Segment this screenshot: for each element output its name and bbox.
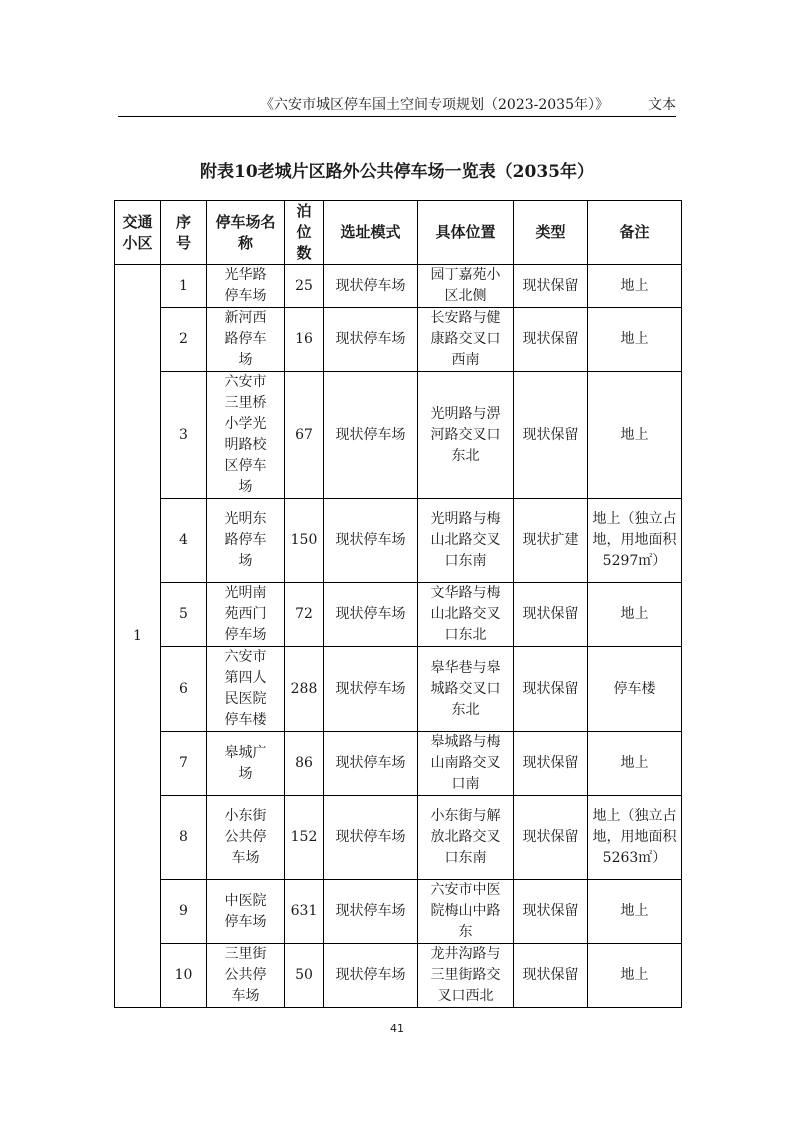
running-header (118, 92, 676, 117)
parking-type: 现状保留 (514, 796, 588, 880)
parking-spaces: 86 (285, 732, 324, 796)
note: 地上 (588, 732, 682, 796)
site-mode: 现状停车场 (324, 308, 418, 372)
table-row (115, 796, 682, 880)
location: 龙井沟路与三里街路交叉口西北 (418, 944, 514, 1008)
note: 地上 (588, 583, 682, 647)
table-row (115, 583, 682, 647)
location: 六安市中医院梅山中路东 (418, 880, 514, 944)
site-mode: 现状停车场 (324, 499, 418, 583)
location: 文华路与梅山北路交叉口东北 (418, 583, 514, 647)
table-row (115, 308, 682, 372)
note: 地上 (588, 308, 682, 372)
table-row (115, 499, 682, 583)
parking-name: 三里街公共停车场 (207, 944, 285, 1008)
row-number: 4 (161, 499, 207, 583)
note: 地上（独立占地，用地面积5297㎡） (588, 499, 682, 583)
row-number: 6 (161, 647, 207, 732)
table-title: 附表10老城片区路外公共停车场一览表（2035年） (200, 162, 594, 182)
parking-spaces: 50 (285, 944, 324, 1008)
parking-type: 现状保留 (514, 308, 588, 372)
note: 地上 (588, 372, 682, 499)
column-header: 停车场名称 (207, 201, 285, 265)
parking-type: 现状保留 (514, 732, 588, 796)
document-type: 文本 (648, 97, 676, 113)
parking-type: 现状扩建 (514, 499, 588, 583)
parking-spaces: 16 (285, 308, 324, 372)
location: 光明路与梅山北路交叉口东南 (418, 499, 514, 583)
column-header: 选址模式 (324, 201, 418, 265)
note: 地上 (588, 880, 682, 944)
row-number: 9 (161, 880, 207, 944)
parking-spaces: 67 (285, 372, 324, 499)
table-row (115, 265, 682, 308)
parking-name: 小东街公共停车场 (207, 796, 285, 880)
note: 停车楼 (588, 647, 682, 732)
site-mode: 现状停车场 (324, 372, 418, 499)
location: 长安路与健康路交叉口西南 (418, 308, 514, 372)
parking-spaces: 152 (285, 796, 324, 880)
note: 地上 (588, 944, 682, 1008)
site-mode: 现状停车场 (324, 583, 418, 647)
row-number: 1 (161, 265, 207, 308)
table-row (115, 944, 682, 1008)
parking-name: 六安市第四人民医院停车楼 (207, 647, 285, 732)
parking-spaces: 288 (285, 647, 324, 732)
row-number: 7 (161, 732, 207, 796)
site-mode: 现状停车场 (324, 647, 418, 732)
site-mode: 现状停车场 (324, 944, 418, 1008)
table-row (115, 647, 682, 732)
parking-lot-table (114, 200, 682, 1008)
location: 光明路与淠河路交叉口东北 (418, 372, 514, 499)
parking-type: 现状保留 (514, 583, 588, 647)
column-header: 具体位置 (418, 201, 514, 265)
column-header: 序号 (161, 201, 207, 265)
parking-spaces: 72 (285, 583, 324, 647)
location: 园丁嘉苑小区北侧 (418, 265, 514, 308)
parking-type: 现状保留 (514, 880, 588, 944)
document-title: 《六安市城区停车国土空间专项规划（2023-2035年）》 (260, 97, 609, 113)
page-number: 41 (390, 1022, 404, 1035)
site-mode: 现状停车场 (324, 265, 418, 308)
parking-type: 现状保留 (514, 944, 588, 1008)
location: 皋城路与梅山南路交叉口南 (418, 732, 514, 796)
parking-type: 现状保留 (514, 265, 588, 308)
parking-spaces: 631 (285, 880, 324, 944)
row-number: 10 (161, 944, 207, 1008)
zone-cell: 1 (115, 265, 161, 1008)
parking-name: 新河西路停车场 (207, 308, 285, 372)
column-header: 类型 (514, 201, 588, 265)
parking-name: 中医院停车场 (207, 880, 285, 944)
column-header: 备注 (588, 201, 682, 265)
site-mode: 现状停车场 (324, 796, 418, 880)
row-number: 5 (161, 583, 207, 647)
parking-type: 现状保留 (514, 647, 588, 732)
site-mode: 现状停车场 (324, 880, 418, 944)
parking-name: 光华路停车场 (207, 265, 285, 308)
table-header-row (115, 201, 682, 265)
table-row (115, 372, 682, 499)
table-row (115, 880, 682, 944)
parking-type: 现状保留 (514, 372, 588, 499)
note: 地上（独立占地，用地面积5263㎡） (588, 796, 682, 880)
row-number: 8 (161, 796, 207, 880)
row-number: 3 (161, 372, 207, 499)
row-number: 2 (161, 308, 207, 372)
column-header: 交通小区 (115, 201, 161, 265)
parking-name: 皋城广场 (207, 732, 285, 796)
location: 皋华巷与皋城路交叉口东北 (418, 647, 514, 732)
note: 地上 (588, 265, 682, 308)
table-row (115, 732, 682, 796)
parking-name: 光明东路停车场 (207, 499, 285, 583)
parking-name: 光明南苑西门停车场 (207, 583, 285, 647)
location: 小东街与解放北路交叉口东南 (418, 796, 514, 880)
parking-name: 六安市三里桥小学光明路校区停车场 (207, 372, 285, 499)
site-mode: 现状停车场 (324, 732, 418, 796)
column-header: 泊位数 (285, 201, 324, 265)
parking-spaces: 25 (285, 265, 324, 308)
parking-spaces: 150 (285, 499, 324, 583)
